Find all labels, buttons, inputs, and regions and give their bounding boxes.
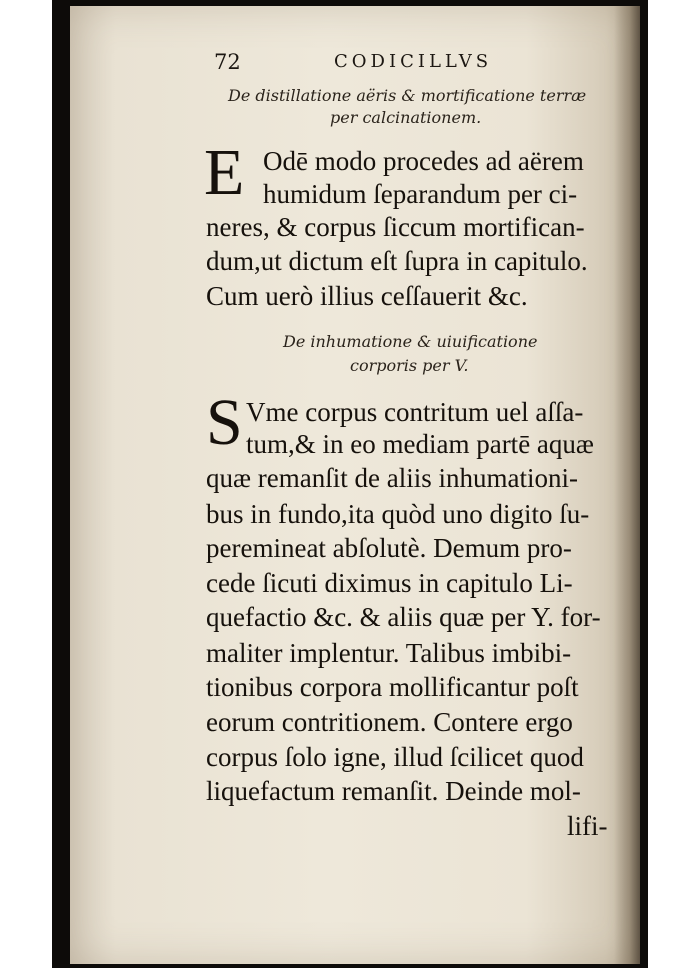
section1-line: Cum uerò illius ceſſauerit &c. bbox=[206, 281, 528, 311]
section2-line: maliter implentur. Talibus imbibi- bbox=[206, 638, 572, 668]
page-header bbox=[214, 50, 614, 80]
page-number: 72 bbox=[214, 50, 241, 74]
section1-line: Odē modo procedes ad aërem bbox=[263, 146, 584, 176]
section2-line: liquefactum remanſit. Deinde mol- bbox=[206, 776, 581, 806]
section2-line: Vme corpus contritum uel aſſa- bbox=[246, 397, 584, 427]
section2-line: eorum contritionem. Contere ergo bbox=[206, 707, 573, 737]
section2-line: cede ſicuti diximus in capitulo Li- bbox=[206, 568, 573, 598]
section2-line: pereminеat abſolutè. Demum pro- bbox=[206, 533, 572, 563]
section2-line: lifi- bbox=[567, 811, 608, 841]
section1-heading-line-1: De distillatione aëris & mortificatione terræ bbox=[228, 86, 587, 105]
section1-dropcap: E bbox=[204, 136, 245, 209]
section1-line: humidum ſeparandum per ci- bbox=[263, 179, 578, 209]
section2-line: quæ remanſit de aliis inhumationi- bbox=[206, 463, 578, 493]
section2-line: quefactio &c. & aliis quæ per Y. for- bbox=[206, 602, 601, 632]
page-spine-shadow bbox=[614, 6, 640, 964]
section1-line: dum,ut dictum eſt ſupra in capitulo. bbox=[206, 246, 588, 276]
section2-dropcap: S bbox=[206, 386, 243, 459]
section2-line: tum,& in eo mediam partē aquæ bbox=[246, 429, 594, 459]
section2-heading-line-2: corporis per V. bbox=[350, 356, 469, 375]
section2-line: corpus ſolo igne, illud ſcilicet quod bbox=[206, 742, 584, 772]
section2-line: bus in fundo,ita quòd uno digito ſu- bbox=[206, 499, 590, 529]
section1-line: neres, & corpus ſiccum mortifican- bbox=[206, 212, 585, 242]
section2-line: tionibus corpora mollificantur poſt bbox=[206, 672, 579, 702]
running-title: CODICILLVS bbox=[334, 51, 493, 72]
section2-heading-line-1: De inhumatione & uiuificatione bbox=[283, 332, 538, 351]
section1-heading-line-2: per calcinationem. bbox=[330, 108, 482, 127]
